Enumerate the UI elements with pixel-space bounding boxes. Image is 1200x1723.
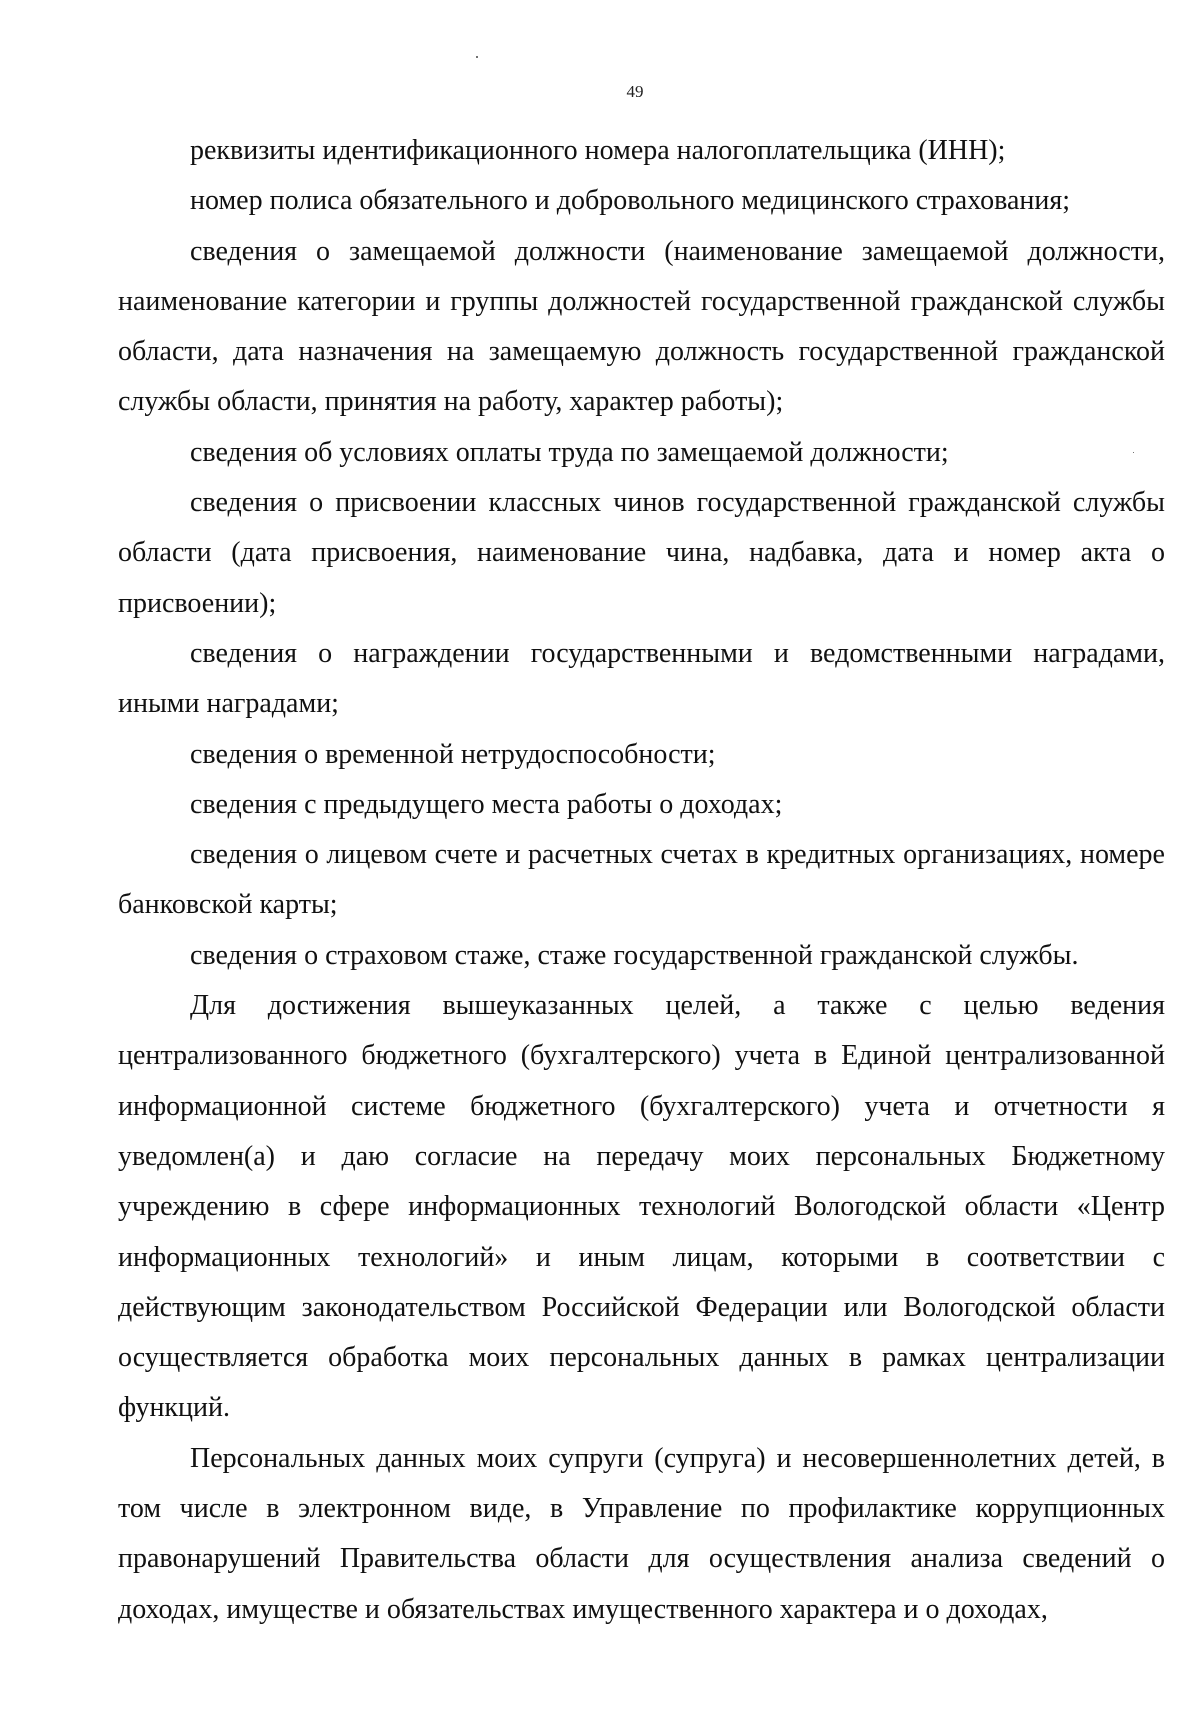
paragraph-disability: сведения о временной нетрудоспособности; <box>190 738 716 770</box>
paragraph-bank-accounts: сведения о лицевом счете и расчетных счетах в кредитных организациях, номере банковской карты; <box>118 839 1165 921</box>
paragraph-position-info: сведения о замещаемой должности (наименование замещаемой должности, наименование категории и группы должностей государственной гражданской службы области, дата назначения на замещаемую должность государственной гражданской службы области, принятия на работу, характер работы); <box>118 235 1165 418</box>
scan-speck <box>476 56 478 58</box>
paragraph-pay-conditions: сведения об условиях оплаты труда по замещаемой должности; <box>190 436 949 468</box>
paragraph-family-data: Персональных данных моих супруги (супруга) и несовершеннолетних детей, в том числе в электронном виде, в Управление по профилактике коррупционных правонарушений Правительства области для осуществления анализа сведений о доходах, имуществе и обязательствах имущественного характера и о доходах, <box>118 1442 1165 1625</box>
paragraph-awards: сведения о награждении государственными и ведомственными наградами, иными наградами; <box>118 637 1165 720</box>
paragraph-service-length: сведения о страховом стаже, стаже государственной гражданской службы. <box>190 939 1079 971</box>
paragraph-inn: реквизиты идентификационного номера налогоплательщика (ИНН); <box>190 135 1006 166</box>
paragraph-insurance-policy: номер полиса обязательного и добровольного медицинского страхования; <box>190 185 1071 217</box>
paragraph-previous-income: сведения с предыдущего места работы о доходах; <box>190 788 783 820</box>
page-number: 49 <box>626 82 644 101</box>
paragraph-data-transfer-consent: Для достижения вышеуказанных целей, а также с целью ведения централизованного бюджетного (бухгалтерского) учета в Единой централизованной информационной системе бюджетного (бухгалтерского) учета и отчетности я уведомлен(а) и даю согласие на передачу моих персональных Бюджетному учреждению в сфере информационных технологий Вологодской области «Центр информационных технологий» и иным лицам, которыми в соответствии с действующим законодательством Российской Федерации или Вологодской области осуществляется обработка моих персональных данных в рамках централизации функций. <box>118 990 1165 1424</box>
paragraph-class-ranks: сведения о присвоении классных чинов государственной гражданской службы области (дата присвоения, наименование чина, надбавка, дата и номер акта о присвоении); <box>118 487 1165 619</box>
document-body <box>118 126 1165 1635</box>
